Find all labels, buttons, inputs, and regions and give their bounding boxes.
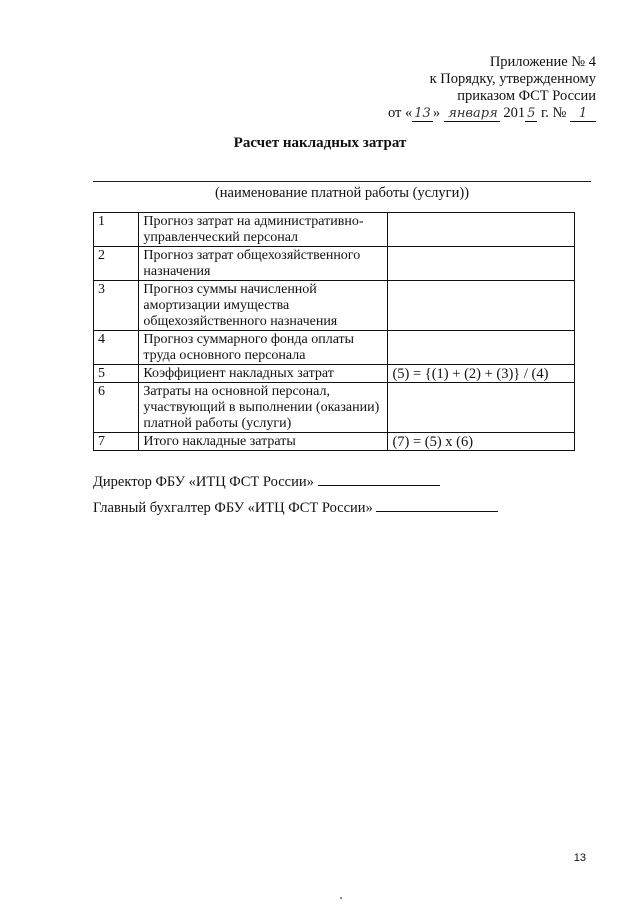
document-title: Расчет накладных затрат bbox=[233, 135, 407, 151]
page-number: 13 bbox=[573, 852, 586, 864]
row-number: 1 bbox=[94, 213, 139, 247]
table-row bbox=[94, 365, 575, 383]
appendix-date-line bbox=[388, 105, 596, 122]
date-prefix: от « bbox=[387, 105, 413, 121]
row-number: 3 bbox=[94, 281, 139, 331]
row-number: 6 bbox=[94, 383, 139, 433]
row-number: 5 bbox=[94, 365, 139, 383]
accountant-label: Главный бухгалтер ФБУ «ИТЦ ФСТ России» bbox=[93, 500, 373, 516]
table-row bbox=[94, 213, 575, 247]
row-formula bbox=[388, 383, 575, 433]
order-number-handwritten: 1 bbox=[570, 107, 596, 122]
row-description: Прогноз суммарного фонда оплаты труда основного персонала bbox=[139, 331, 388, 365]
appendix-number: Приложение № 4 bbox=[489, 54, 596, 70]
date-year-prefix: 201 bbox=[503, 105, 526, 121]
row-number: 4 bbox=[94, 331, 139, 365]
director-signature-line bbox=[93, 473, 440, 491]
date-g-number: г. № bbox=[540, 105, 567, 121]
accountant-signature-blank[interactable] bbox=[376, 499, 498, 512]
row-description: Коэффициент накладных затрат bbox=[139, 365, 388, 383]
row-description: Прогноз суммы начисленной амортизации имущества общехозяйственного назначения bbox=[139, 281, 388, 331]
table-row bbox=[94, 383, 575, 433]
appendix-header bbox=[388, 54, 596, 122]
row-description: Затраты на основной персонал, участвующий в выполнении (оказании) платной работы (услуги) bbox=[139, 383, 388, 433]
director-signature-blank[interactable] bbox=[318, 473, 440, 486]
appendix-order: приказом ФСТ России bbox=[457, 88, 596, 104]
row-formula: (7) = (5) x (6) bbox=[388, 433, 575, 451]
row-number: 7 bbox=[94, 433, 139, 451]
work-name-caption: (наименование платной работы (услуги)) bbox=[214, 185, 470, 201]
date-day-handwritten: 13 bbox=[414, 106, 431, 121]
date-mid: » bbox=[432, 105, 441, 121]
row-description: Прогноз затрат общехозяйственного назначения bbox=[139, 247, 388, 281]
table-row bbox=[94, 281, 575, 331]
director-label: Директор ФБУ «ИТЦ ФСТ России» bbox=[93, 474, 314, 490]
table-row bbox=[94, 331, 575, 365]
row-formula bbox=[388, 247, 575, 281]
work-name-line bbox=[93, 181, 591, 182]
date-year-handwritten: 5 bbox=[527, 106, 536, 121]
appendix-reference: к Порядку, утвержденному bbox=[429, 71, 596, 87]
row-number: 2 bbox=[94, 247, 139, 281]
table-row bbox=[94, 247, 575, 281]
accountant-signature-line bbox=[93, 499, 498, 517]
row-formula bbox=[388, 213, 575, 247]
row-description: Итого накладные затраты bbox=[139, 433, 388, 451]
row-formula bbox=[388, 281, 575, 331]
table-row bbox=[94, 433, 575, 451]
row-formula bbox=[388, 331, 575, 365]
row-description: Прогноз затрат на административно-управленческий персонал bbox=[139, 213, 388, 247]
scan-speck bbox=[340, 897, 342, 899]
date-month-handwritten: января bbox=[444, 107, 500, 122]
row-formula: (5) = {(1) + (2) + (3)} / (4) bbox=[388, 365, 575, 383]
overhead-table bbox=[93, 212, 575, 451]
